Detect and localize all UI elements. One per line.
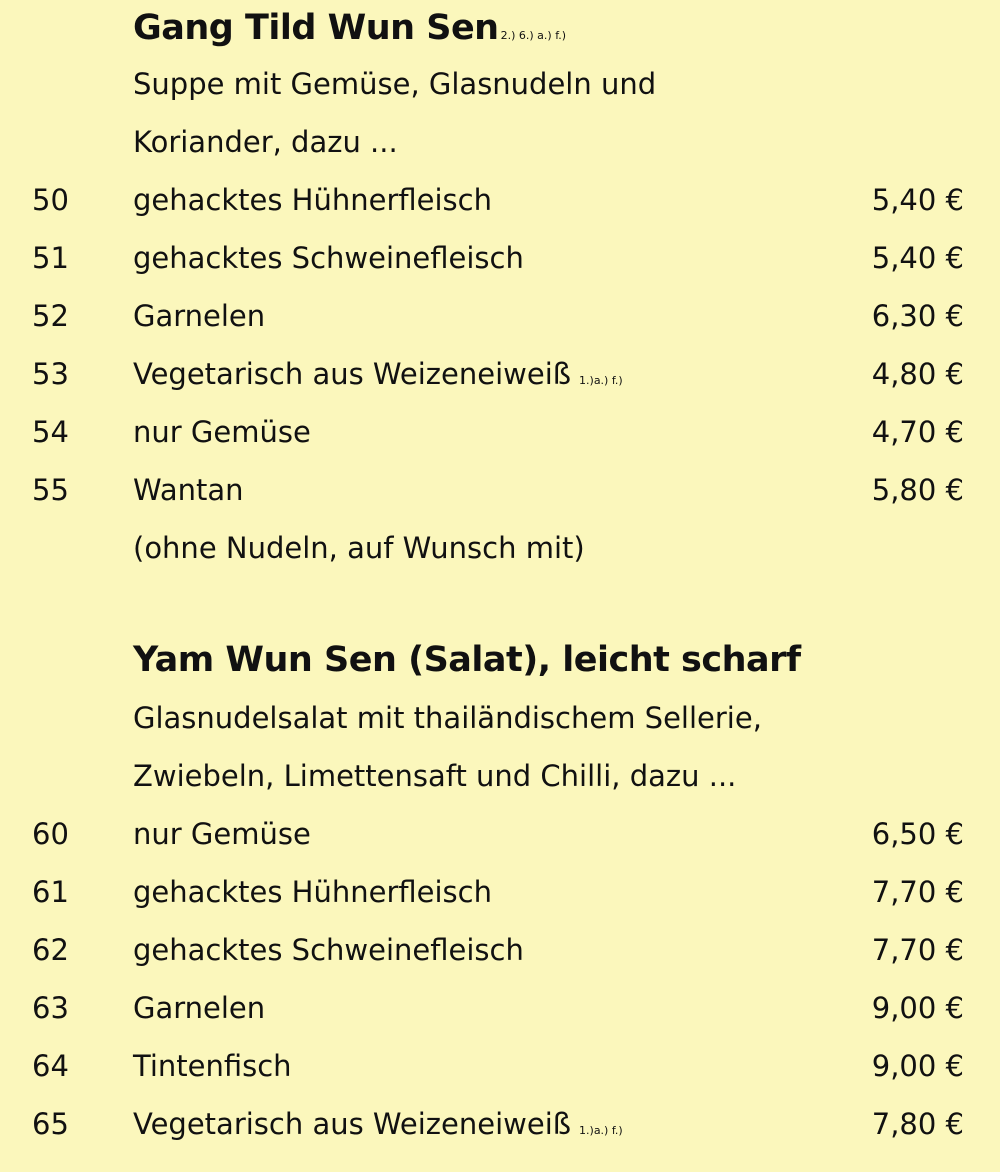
section-title-allergens: 2.) 6.) a.) f.) [500, 29, 567, 42]
item-number: 54 [32, 415, 69, 449]
item-name [133, 238, 524, 278]
item-price: 5,40 € [871, 241, 964, 275]
item-name-text: Wantan [133, 473, 244, 507]
section-description-line: Koriander, dazu ... [133, 125, 398, 159]
item-name [133, 1104, 623, 1151]
item-name-text: nur Gemüse [133, 415, 311, 449]
item-name-text: gehacktes Schweinefleisch [133, 933, 524, 967]
menu-item-row [0, 1104, 1000, 1144]
item-name-text: gehacktes Schweinefleisch [133, 241, 524, 275]
section-description-line: Glasnudelsalat mit thailändischem Sellerie, [133, 701, 762, 735]
item-price: 4,70 € [871, 415, 964, 449]
item-name-text: Vegetarisch aus Weizeneiweiß [133, 1107, 572, 1141]
item-name [133, 412, 311, 452]
item-name-text: gehacktes Hühnerfleisch [133, 183, 492, 217]
item-number: 64 [32, 1049, 69, 1083]
section-title [133, 636, 801, 684]
section-note: (ohne Nudeln, auf Wunsch mit) [133, 531, 585, 565]
item-allergens: 1.)a.) f.) [579, 1124, 623, 1137]
item-name [133, 1046, 292, 1086]
menu-item-row [0, 930, 1000, 970]
section-title-text: Yam Wun Sen (Salat), leicht scharf [133, 640, 801, 680]
item-name-text: Garnelen [133, 991, 266, 1025]
item-price: 7,80 € [871, 1107, 964, 1141]
menu-item-row [0, 1046, 1000, 1086]
item-number: 63 [32, 991, 69, 1025]
section-description-line: Zwiebeln, Limettensaft und Chilli, dazu ... [133, 759, 737, 793]
item-name-text: gehacktes Hühnerfleisch [133, 875, 492, 909]
item-number: 55 [32, 473, 69, 507]
menu-item-row [0, 988, 1000, 1028]
item-price: 9,00 € [871, 1049, 964, 1083]
item-number: 60 [32, 817, 69, 851]
menu-item-row [0, 814, 1000, 854]
item-price: 7,70 € [871, 933, 964, 967]
section-title-text: Gang Tild Wun Sen [133, 8, 499, 48]
menu-item-row [0, 354, 1000, 394]
item-price: 6,30 € [871, 299, 964, 333]
item-price: 4,80 € [871, 357, 964, 391]
item-number: 61 [32, 875, 69, 909]
item-name-text: Tintenfisch [133, 1049, 292, 1083]
item-name [133, 296, 265, 336]
item-price: 5,80 € [871, 473, 964, 507]
item-name [133, 180, 492, 220]
menu-item-row [0, 872, 1000, 912]
item-number: 50 [32, 183, 69, 217]
section-description-line: Suppe mit Gemüse, Glasnudeln und [133, 67, 657, 101]
item-number: 53 [32, 357, 69, 391]
item-name [133, 988, 265, 1028]
section-title [133, 4, 566, 60]
item-number: 65 [32, 1107, 69, 1141]
item-name [133, 354, 623, 401]
menu-item-row [0, 470, 1000, 510]
item-number: 52 [32, 299, 69, 333]
menu-item-row [0, 238, 1000, 278]
item-name [133, 930, 524, 970]
item-price: 5,40 € [871, 183, 964, 217]
item-name-text: nur Gemüse [133, 817, 311, 851]
item-price: 7,70 € [871, 875, 964, 909]
item-price: 6,50 € [871, 817, 964, 851]
item-name [133, 470, 244, 510]
item-name [133, 872, 492, 912]
item-name-text: Garnelen [133, 299, 266, 333]
item-allergens: 1.)a.) f.) [579, 374, 623, 387]
menu-item-row [0, 412, 1000, 452]
item-name [133, 814, 311, 854]
menu-item-row [0, 180, 1000, 220]
item-name-text: Vegetarisch aus Weizeneiweiß [133, 357, 572, 391]
item-number: 62 [32, 933, 69, 967]
item-price: 9,00 € [871, 991, 964, 1025]
menu-item-row [0, 296, 1000, 336]
item-number: 51 [32, 241, 69, 275]
